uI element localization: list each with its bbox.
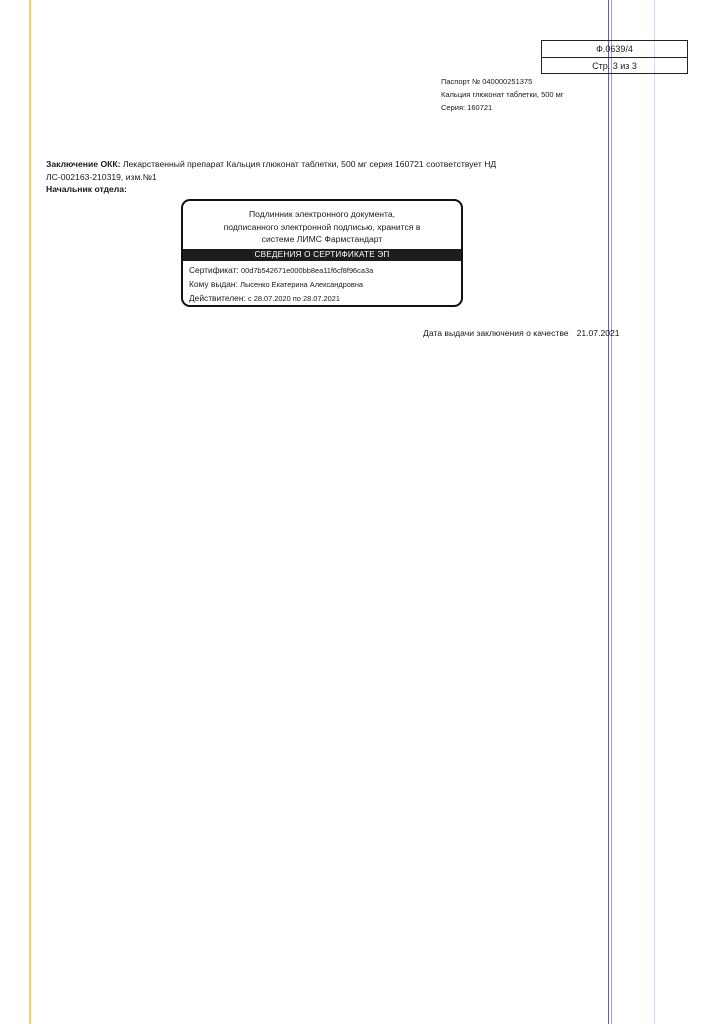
certificate-label: Сертификат: bbox=[189, 265, 239, 275]
qc-conclusion bbox=[46, 158, 516, 184]
issued-to-row bbox=[189, 279, 363, 289]
issue-date-label: Дата выдачи заключения о качестве bbox=[423, 328, 569, 338]
form-number: Ф.0639/4 bbox=[596, 44, 633, 54]
issued-to-value: Лысенко Екатерина Александровна bbox=[240, 280, 364, 289]
conclusion-label: Заключение ОКК: bbox=[46, 159, 121, 169]
issue-date-value: 21.07.2021 bbox=[576, 328, 620, 338]
passport-number: Паспорт № 040000251375 bbox=[441, 77, 533, 86]
electronic-signature-stamp bbox=[181, 199, 463, 307]
page-number: Стр. 3 из 3 bbox=[542, 57, 687, 74]
stamp-line: Подлинник электронного документа, bbox=[248, 209, 396, 219]
conclusion-text: Лекарственный препарат Кальция глюконат таблетки, 500 мг серия 160721 соответствует НД ЛС-002163-210319, изм.№1 bbox=[46, 159, 497, 182]
product-name: Кальция глюконат таблетки, 500 мг bbox=[441, 90, 564, 99]
form-number-box bbox=[541, 40, 688, 74]
stamp-line: подписанного электронной подписью, хранится в bbox=[223, 221, 421, 232]
certificate-value: 00d7b542671e000bb8ea11f6cf8f96ca3a bbox=[240, 266, 374, 275]
scan-artifact-line bbox=[611, 0, 612, 1024]
validity-row bbox=[189, 293, 340, 303]
stamp-line: системе ЛИМС Фармстандарт bbox=[261, 234, 383, 244]
issue-date-line bbox=[423, 328, 620, 338]
certificate-info-bar: СВЕДЕНИЯ О СЕРТИФИКАТЕ ЭП bbox=[183, 249, 461, 261]
passport-block bbox=[441, 75, 564, 114]
scan-artifact-line bbox=[608, 0, 609, 1024]
issued-to-label: Кому выдан: bbox=[189, 279, 238, 289]
scan-artifact-line bbox=[654, 0, 655, 1024]
batch-series: Серия: 160721 bbox=[441, 103, 493, 112]
validity-value: с 28.07.2020 по 28.07.2021 bbox=[248, 294, 340, 303]
stamp-header bbox=[183, 208, 461, 246]
certificate-row bbox=[189, 265, 373, 275]
validity-label: Действителен: bbox=[189, 293, 246, 303]
head-of-department-label: Начальник отдела: bbox=[46, 184, 127, 194]
scan-artifact-line bbox=[29, 0, 31, 1024]
